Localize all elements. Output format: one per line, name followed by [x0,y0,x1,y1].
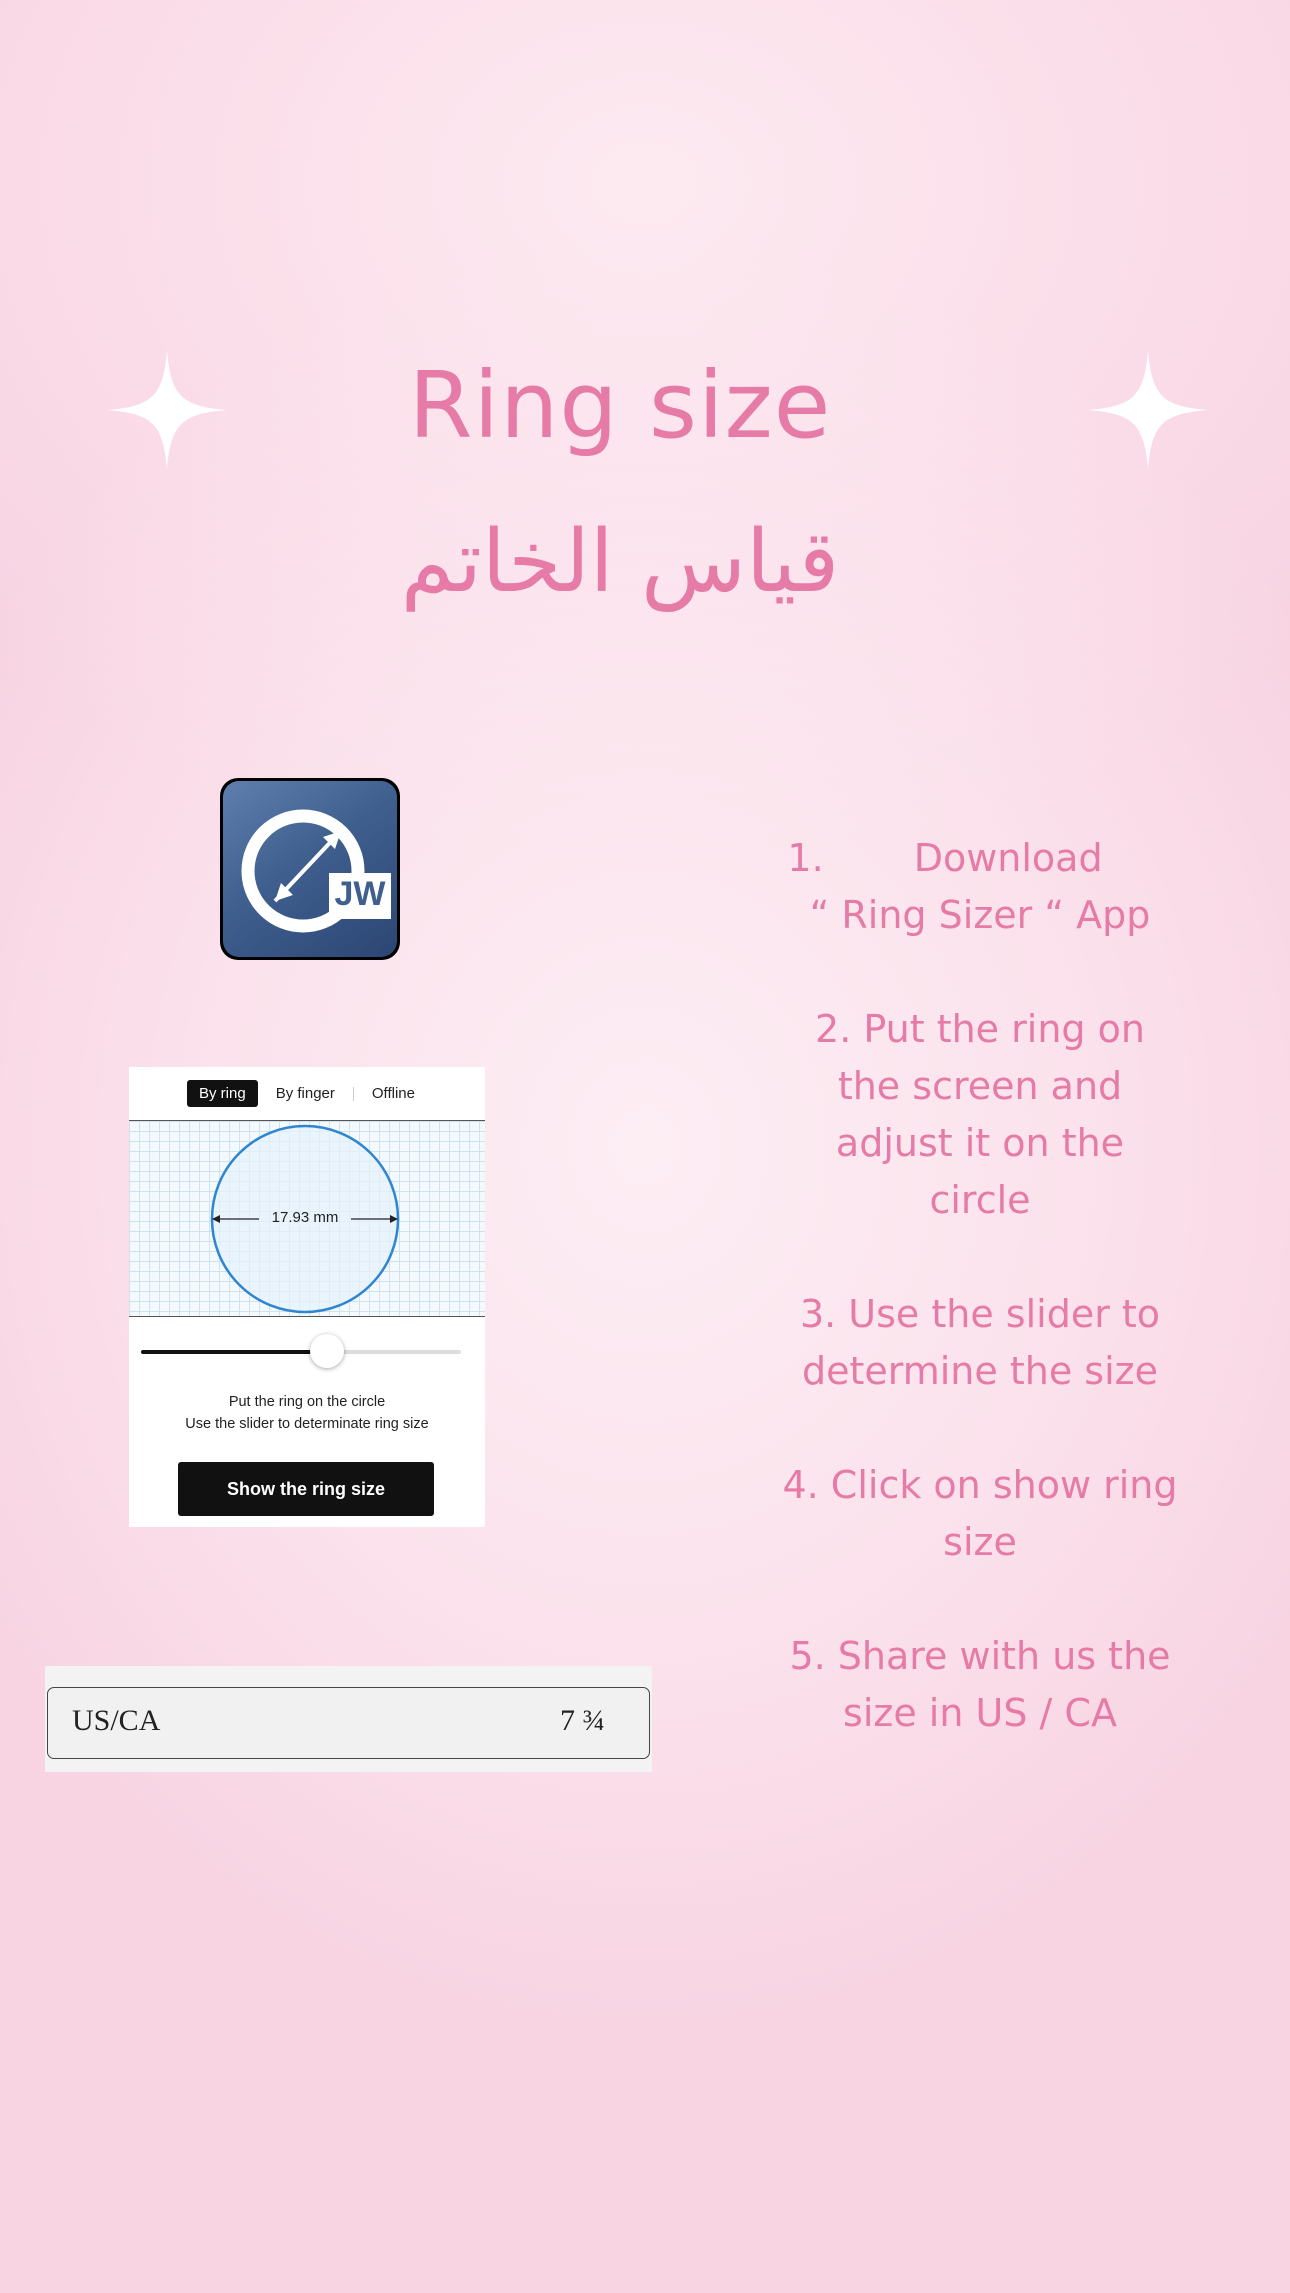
tab-by-finger[interactable]: By finger [275,1085,335,1102]
step-2-line-4: circle [929,1178,1031,1222]
ring-sizer-screenshot [129,1067,485,1527]
page-title-arabic: قياس الخاتم [400,512,840,612]
instruction-line-2: Use the slider to determinate ring size [185,1416,429,1432]
step-1-word: Download [913,836,1103,880]
instruction-line-1: Put the ring on the circle [228,1394,386,1410]
size-slider[interactable] [141,1350,461,1354]
step-5 [735,1628,1225,1742]
step-5-line-2: size in US / CA [843,1691,1117,1735]
instructions [129,1391,485,1435]
mode-tabs [129,1067,485,1120]
step-5-line-1: 5. Share with us the [789,1634,1171,1678]
slider-fill [141,1350,327,1354]
tab-offline[interactable]: Offline [371,1085,415,1102]
steps-list [735,830,1225,1799]
step-1-line-2: “ Ring Sizer “ App [809,893,1151,937]
ring-sizer-app-icon [220,778,400,960]
diameter-readout: 17.93 mm [271,1209,339,1226]
step-4-line-1: 4. Click on show ring [782,1463,1178,1507]
step-3-line-1: 3. Use the slider to [799,1292,1161,1336]
size-system-label: US/CA [72,1704,161,1737]
size-value: 7 ¾ [560,1704,605,1737]
slider-thumb[interactable] [310,1334,344,1368]
size-result-panel [45,1666,652,1772]
page-title: Ring size [408,352,832,459]
step-2-line-3: adjust it on the [835,1121,1125,1165]
app-icon-label: JW [334,875,386,913]
show-ring-size-button[interactable]: Show the ring size [178,1462,434,1516]
step-2-line-2: the screen and [837,1064,1123,1108]
step-2-line-1: 2. Put the ring on [815,1007,1145,1051]
tab-divider [353,1087,354,1101]
step-1-number: 1. [787,836,824,880]
size-result-row [47,1687,650,1759]
step-4 [735,1457,1225,1571]
step-3-line-2: determine the size [802,1349,1158,1393]
step-2 [735,1001,1225,1229]
step-1 [735,830,1225,944]
tab-by-ring[interactable]: By ring [187,1080,258,1107]
step-4-line-2: size [943,1520,1017,1564]
step-3 [735,1286,1225,1400]
measurement-grid [129,1120,485,1317]
